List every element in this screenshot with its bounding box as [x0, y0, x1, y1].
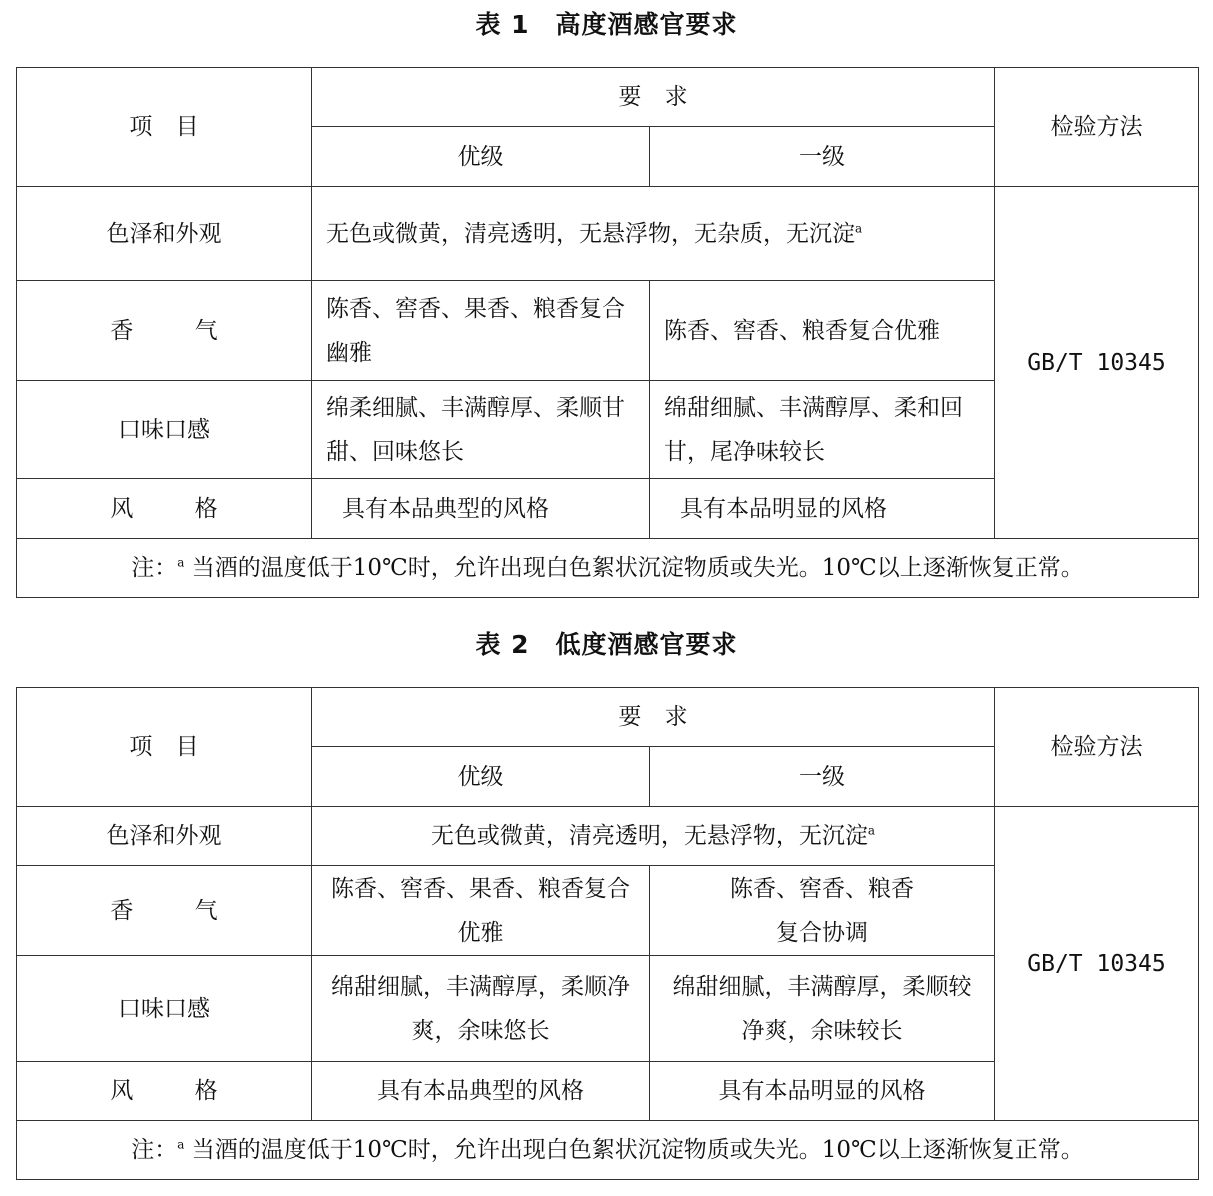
table2-row4-item: 风 格 [17, 1062, 312, 1121]
footnote-marker: a [867, 823, 876, 838]
table2-row1-item: 色泽和外观 [17, 807, 312, 866]
table1-note-label: 注： [131, 555, 178, 581]
table2-note-label: 注： [131, 1137, 178, 1163]
table1-row3-first: 绵甜细腻、丰满醇厚、柔和回甘，尾净味较长 [650, 381, 995, 479]
footnote-marker: a [177, 555, 185, 570]
table1-header-excellent: 优级 [312, 127, 650, 187]
table2-header-item: 项 目 [17, 688, 312, 807]
table1-header-first: 一级 [650, 127, 995, 187]
table1-header-method: 检验方法 [995, 68, 1199, 187]
table2-note [17, 1121, 1199, 1180]
table2-header-first: 一级 [650, 747, 995, 807]
table2-header-requirement: 要 求 [312, 688, 995, 747]
table1-row4-first: 具有本品明显的风格 [650, 479, 995, 539]
table2-row2-first: 陈香、窖香、粮香复合协调 [650, 866, 995, 956]
table2-row4-first: 具有本品明显的风格 [650, 1062, 995, 1121]
table2-row3-excellent: 绵甜细腻，丰满醇厚，柔顺净爽，余味悠长 [312, 956, 650, 1062]
table2 [16, 687, 1199, 1180]
table1-row1-merged-text: 无色或微黄，清亮透明，无悬浮物，无杂质，无沉淀 [326, 220, 855, 247]
table1-row4-item: 风 格 [17, 479, 312, 539]
table2-note-text: 当酒的温度低于10℃时，允许出现白色絮状沉淀物质或失光。10℃以上逐渐恢复正常。 [191, 1137, 1084, 1163]
table2-row1-merged [312, 807, 995, 866]
table1-row1-merged [312, 187, 995, 281]
table1-note [17, 539, 1199, 598]
table2-row2-item: 香 气 [17, 866, 312, 956]
footnote-marker: a [855, 220, 863, 235]
table-row [17, 807, 1199, 866]
table2-header-row [17, 688, 1199, 747]
table1 [16, 67, 1199, 598]
table1-row4-excellent: 具有本品典型的风格 [312, 479, 650, 539]
table2-row2-excellent: 陈香、窖香、果香、粮香复合优雅 [312, 866, 650, 956]
table2-row4-excellent: 具有本品典型的风格 [312, 1062, 650, 1121]
table1-row3-excellent: 绵柔细腻、丰满醇厚、柔顺甘甜、回味悠长 [312, 381, 650, 479]
table-row [17, 187, 1199, 281]
footnote-marker: a [177, 1137, 185, 1152]
table1-header-requirement: 要 求 [312, 68, 995, 127]
table1-note-text: 当酒的温度低于10℃时，允许出现白色絮状沉淀物质或失光。10℃以上逐渐恢复正常。 [191, 555, 1084, 581]
table1-header-row [17, 68, 1199, 127]
table1-row2-first: 陈香、窖香、粮香复合优雅 [650, 281, 995, 381]
table2-row3-item: 口味口感 [17, 956, 312, 1062]
table1-row2-excellent: 陈香、窖香、果香、粮香复合幽雅 [312, 281, 650, 381]
table2-header-excellent: 优级 [312, 747, 650, 807]
table1-method-value: GB/T 10345 [995, 187, 1199, 539]
table2-method-value: GB/T 10345 [995, 807, 1199, 1121]
table2-note-row [17, 1121, 1199, 1180]
table2-header-method: 检验方法 [995, 688, 1199, 807]
table2-row3-first: 绵甜细腻，丰满醇厚，柔顺较净爽，余味较长 [650, 956, 995, 1062]
table1-caption: 表 1 高度酒感官要求 [475, 10, 738, 39]
table2-row1-merged-text: 无色或微黄，清亮透明，无悬浮物，无沉淀 [430, 823, 868, 849]
table1-row3-item: 口味口感 [17, 381, 312, 479]
table2-caption: 表 2 低度酒感官要求 [475, 630, 738, 659]
table1-header-item: 项 目 [17, 68, 312, 187]
table1-row2-item: 香 气 [17, 281, 312, 381]
table1-note-row [17, 539, 1199, 598]
table1-row1-item: 色泽和外观 [17, 187, 312, 281]
